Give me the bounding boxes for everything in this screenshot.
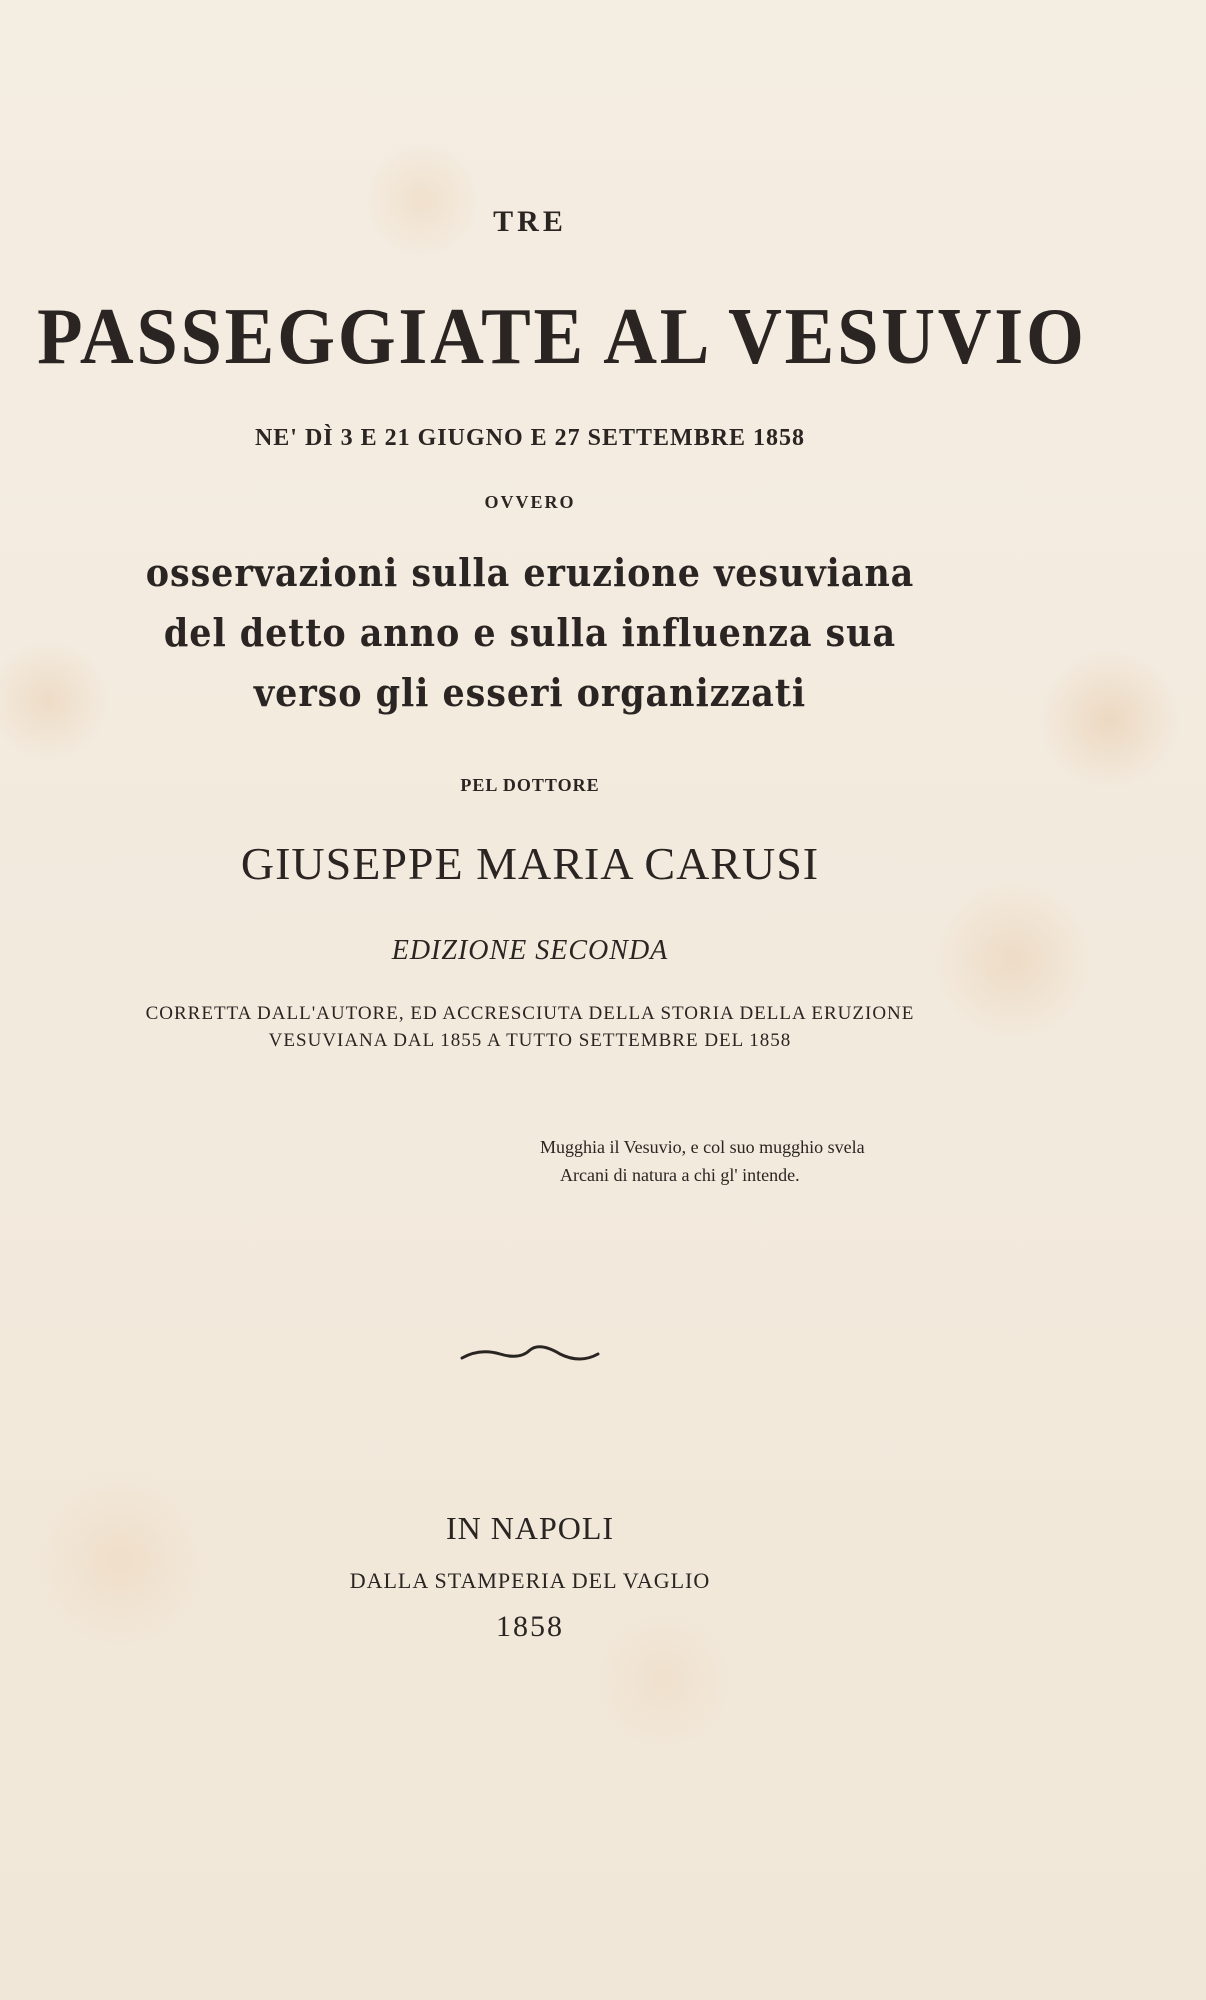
edition-note-line-2: VESUVIANA DAL 1855 A TUTTO SETTEMBRE DEL 1858 bbox=[268, 1030, 792, 1051]
ornament-rule-icon bbox=[460, 1340, 600, 1370]
subtitle-line-1: osservazioni sulla eruzione vesuviana bbox=[145, 550, 915, 595]
imprint-printer: DALLA STAMPERIA DEL VAGLIO bbox=[349, 1568, 711, 1593]
dates-line: NE' DÌ 3 E 21 GIUGNO E 27 SETTEMBRE 1858 bbox=[254, 425, 806, 451]
author-name: GIUSEPPE MARIA CARUSI bbox=[240, 838, 820, 889]
edition-note-line-1: CORRETTA DALL'AUTORE, ED ACCRESCIUTA DELLA STORIA DELLA ERUZIONE bbox=[145, 1003, 915, 1024]
ovvero-line: OVVERO bbox=[484, 492, 576, 512]
epigraph-line-1: Mugghia il Vesuvio, e col suo mugghio svela bbox=[540, 1137, 865, 1157]
title-prefix: TRE bbox=[493, 205, 567, 238]
by-line: PEL DOTTORE bbox=[460, 775, 600, 795]
imprint-city: IN NAPOLI bbox=[445, 1510, 615, 1546]
edition-line: EDIZIONE SECONDA bbox=[391, 935, 669, 966]
imprint-year: 1858 bbox=[496, 1610, 564, 1643]
main-title: PASSEGGIATE AL VESUVIO bbox=[37, 293, 1087, 381]
subtitle-line-3: verso gli esseri organizzati bbox=[253, 670, 807, 715]
subtitle-line-2: del detto anno e sulla influenza sua bbox=[163, 610, 897, 655]
epigraph-line-2: Arcani di natura a chi gl' intende. bbox=[560, 1165, 800, 1185]
